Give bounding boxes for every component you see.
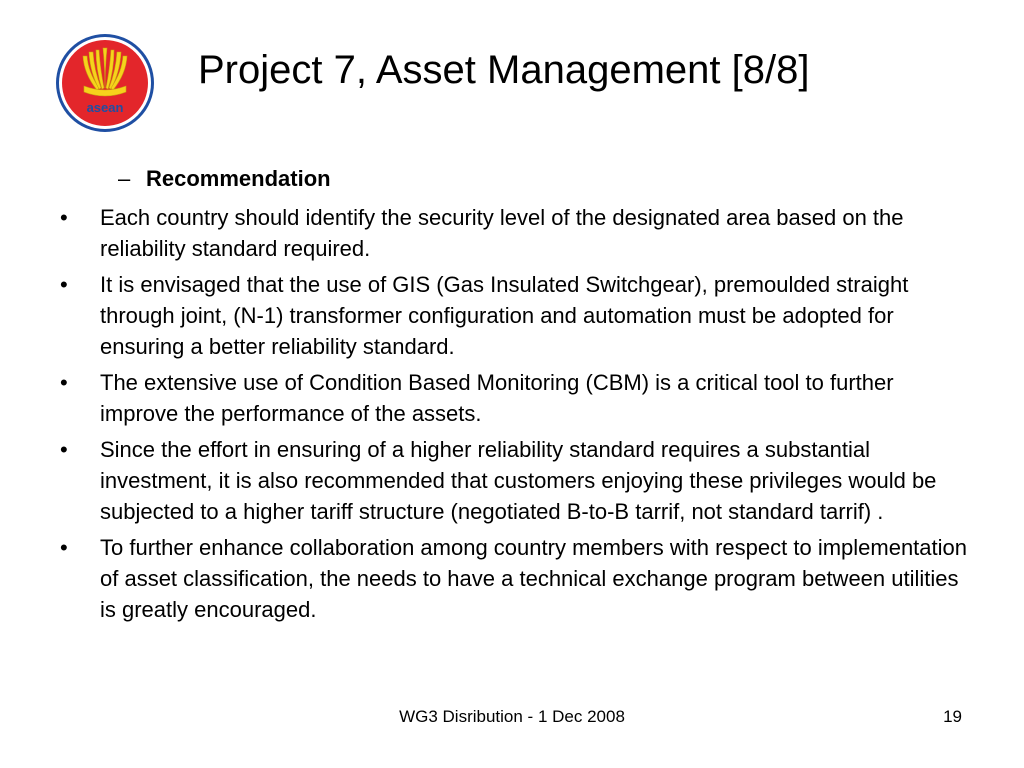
bullet-list: [54, 202, 974, 630]
page-number: 19: [943, 707, 962, 726]
logo-wordmark: asean: [86, 100, 124, 115]
bullet-icon: •: [60, 535, 68, 560]
bullet-text: Since the effort in ensuring of a higher reliability standard requires a substantial investment, it is also recommended that customers enjoying these privileges would be subjected to a higher tariff structure (negotiated B-to-B tarrif, not standard tarrif) .: [100, 437, 937, 524]
list-item: [54, 367, 974, 429]
bullet-text: To further enhance collaboration among country members with respect to implementation of asset classification, the needs to have a technical exchange program between utilities is greatly encouraged.: [100, 535, 968, 622]
asean-emblem-icon: [54, 32, 156, 134]
list-item: [54, 434, 974, 527]
slide-title: Project 7, Asset Management [8/8]: [198, 48, 810, 92]
subheading: [118, 164, 331, 194]
bullet-text: The extensive use of Condition Based Monitoring (CBM) is a critical tool to further improve the performance of the assets.: [100, 370, 894, 426]
footer-caption: WG3 Disribution - 1 Dec 2008: [399, 707, 625, 726]
list-item: [54, 202, 974, 264]
subheading-label: Recommendation: [146, 166, 331, 191]
bullet-icon: •: [60, 370, 68, 395]
list-item: [54, 532, 974, 625]
bullet-text: It is envisaged that the use of GIS (Gas Insulated Switchgear), premoulded straight through joint, (N-1) transformer configuration and automation must be adopted for ensuring a better reliability standard.: [100, 272, 909, 359]
bullet-icon: •: [60, 272, 68, 297]
bullet-icon: •: [60, 437, 68, 462]
bullet-icon: •: [60, 205, 68, 230]
list-item: [54, 269, 974, 362]
subheading-dash: –: [118, 166, 131, 191]
bullet-text: Each country should identify the security level of the designated area based on the reliability standard required.: [100, 205, 904, 261]
